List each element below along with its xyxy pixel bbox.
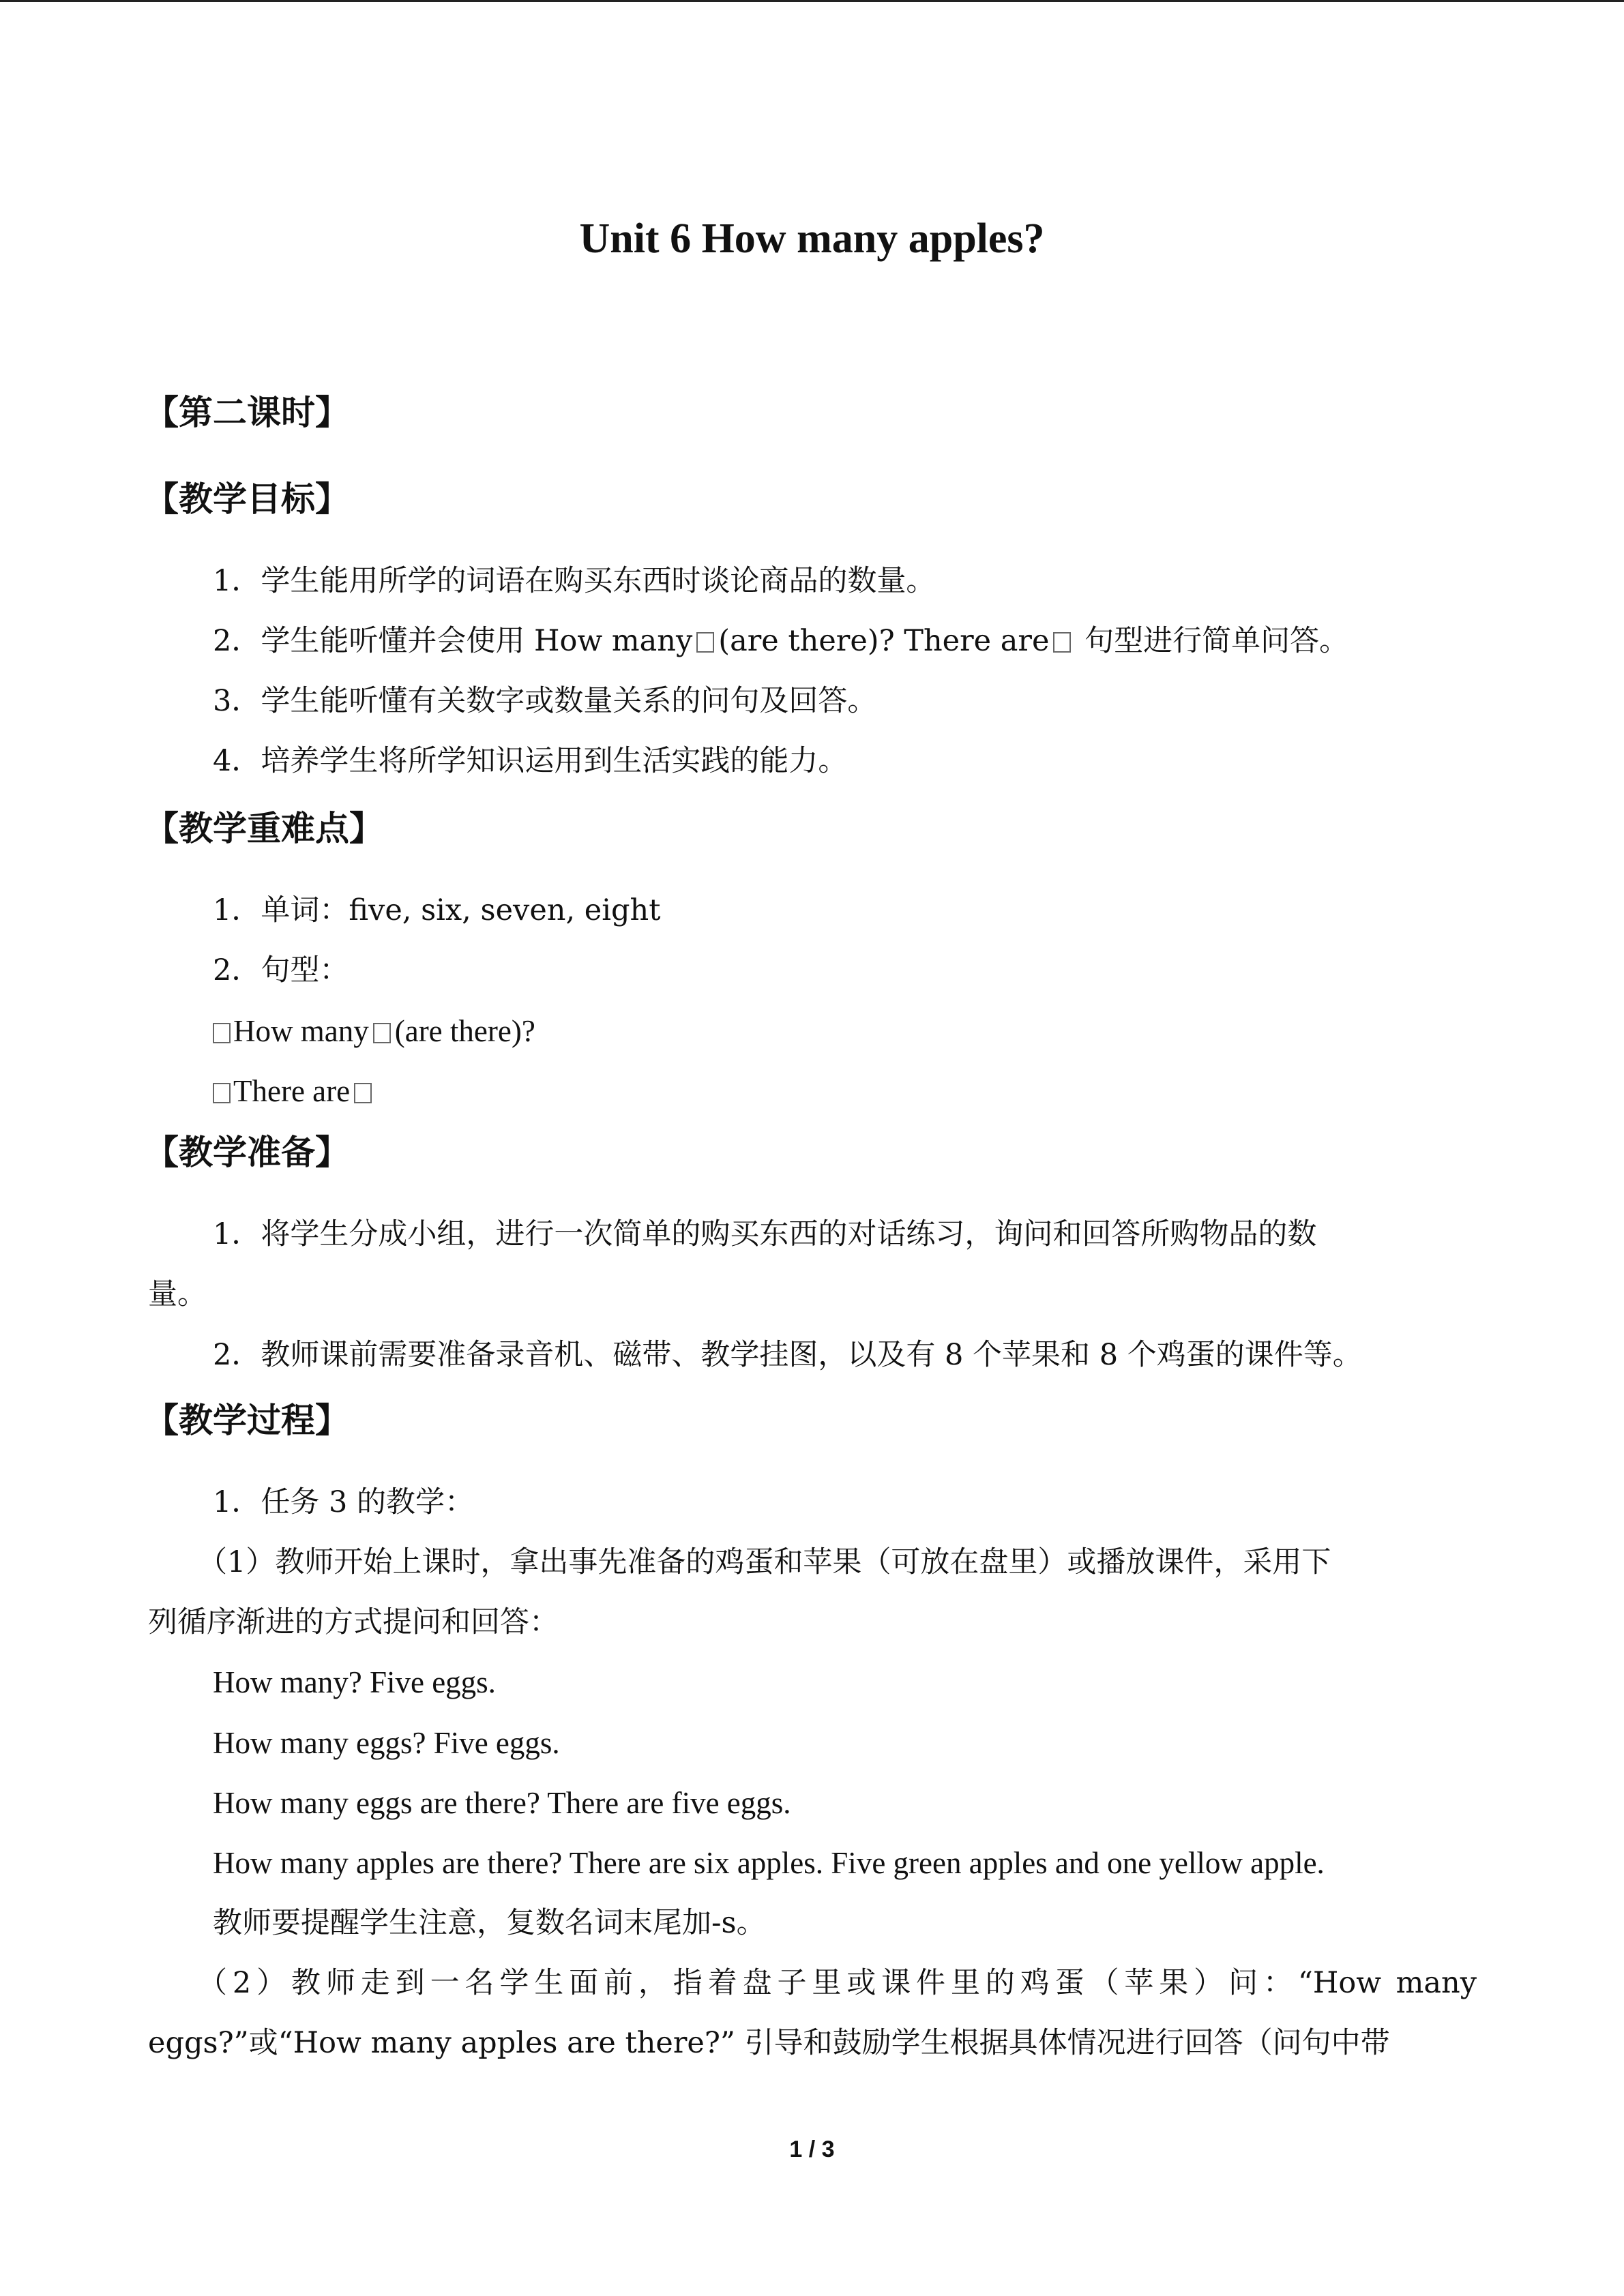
section-heading-process: 【教学过程】 <box>145 1401 349 1440</box>
blank-box <box>213 1023 231 1043</box>
example-dialogue-2: How many eggs? Five eggs. <box>213 1726 560 1760</box>
blank-box <box>213 1083 231 1103</box>
process-note: 教师要提醒学生注意，复数名词末尾加-s。 <box>213 1906 766 1940</box>
example-dialogue-4: How many apples are there? There are six apples. Five green apples and one yellow apple. <box>213 1846 1325 1880</box>
document-title: Unit 6 How many apples? <box>579 215 1045 262</box>
page-number: 1 / 3 <box>789 2136 835 2162</box>
key-point-sentences-label: 2．句型： <box>213 953 349 987</box>
objective-item-3: 3．学生能听懂有关数字或数量关系的问句及回答。 <box>213 684 877 718</box>
process-step-2: （2）教师走到一名学生面前，指着盘子里或课件里的鸡蛋（苹果）问：“How many <box>198 1966 1477 2000</box>
process-step-2-cont: eggs?”或“How many apples are there?” 引导和鼓励学生根据具体情况进行回答（问句中带 <box>148 2026 1390 2060</box>
objective-item-1: 1．学生能用所学的词语在购买东西时谈论商品的数量。 <box>213 564 936 598</box>
section-heading-objectives: 【教学目标】 <box>145 479 349 519</box>
preparation-item-1-cont: 量。 <box>148 1277 207 1311</box>
example-dialogue-1: How many? Five eggs. <box>213 1665 496 1699</box>
blank-box <box>696 632 714 653</box>
blank-box <box>1053 632 1071 653</box>
blank-box <box>373 1023 391 1043</box>
key-point-words: 1．单词：five, six, seven, eight <box>213 893 661 927</box>
preparation-item-1: 1．将学生分成小组，进行一次简单的购买东西的对话练习，询问和回答所购物品的数 <box>213 1217 1317 1251</box>
sentence-pattern-question: How many (are there)? <box>213 1011 535 1052</box>
section-heading-key-points: 【教学重难点】 <box>145 809 383 848</box>
process-step-1: （1）教师开始上课时，拿出事先准备的鸡蛋和苹果（可放在盘里）或播放课件，采用下 <box>198 1545 1331 1579</box>
objective-item-2: 2．学生能听懂并会使用 How many (are there)? There are 句型进行简单问答。 <box>213 624 1349 658</box>
preparation-item-2: 2．教师课前需要准备录音机、磁带、教学挂图，以及有 8 个苹果和 8 个鸡蛋的课件等。 <box>213 1338 1362 1372</box>
section-heading-preparation: 【教学准备】 <box>145 1133 349 1172</box>
example-dialogue-3: How many eggs are there? There are five eggs. <box>213 1786 791 1820</box>
top-border <box>0 0 1624 2</box>
section-heading-lesson: 【第二课时】 <box>145 393 349 432</box>
sentence-pattern-answer: There are <box>213 1071 376 1112</box>
process-step-1-cont: 列循序渐进的方式提问和回答： <box>148 1605 559 1639</box>
blank-box <box>354 1083 372 1103</box>
objective-item-4: 4．培养学生将所学知识运用到生活实践的能力。 <box>213 744 848 778</box>
process-task-heading: 1．任务 3 的教学： <box>213 1485 475 1519</box>
